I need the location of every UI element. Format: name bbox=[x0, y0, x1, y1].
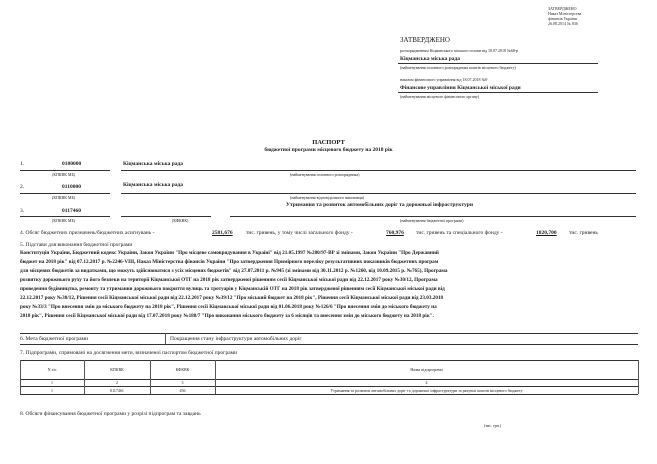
row-3-code-caption: (КПКВК МБ) bbox=[52, 218, 76, 223]
row-3-name: Утримання та розвиток автомобільних доріг та дорожньої інфраструктури bbox=[286, 202, 474, 208]
row-3-kfkvk-caption: (КФКВК) bbox=[172, 218, 189, 223]
section-5-heading: 5. Підстави для виконання бюджетної програми bbox=[20, 242, 133, 248]
section-4-prefix: 4. Обсяг бюджетних призначень/бюджетних асигнувань - bbox=[20, 230, 155, 236]
table-index-bottom-line bbox=[20, 386, 638, 387]
row-2-code: 0110000 bbox=[62, 184, 81, 190]
row-2-code-underline bbox=[20, 193, 110, 194]
page-subtitle: бюджетної програми місцевого бюджету на 2018 рік bbox=[264, 147, 393, 153]
table-row-kpkvk: 0117461 bbox=[110, 388, 124, 393]
corner-line-3: фінансів України bbox=[548, 16, 578, 21]
page-title: ПАСПОРТ bbox=[312, 139, 345, 146]
section-8-heading: 8. Обсяги фінансування бюджетної програми у розрізі підпрограм та завдань bbox=[20, 411, 201, 417]
approval-caption-2: (найменування місцевого фінансового органу) bbox=[400, 94, 480, 99]
section-6-bottom-line bbox=[20, 344, 638, 345]
row-1-code: 0100000 bbox=[62, 161, 82, 167]
table-row-kfkvk: 456 bbox=[179, 388, 186, 393]
section-6-divider bbox=[165, 333, 166, 344]
row-2-name-caption: (найменування відповідального виконавця) bbox=[290, 195, 364, 200]
row-3-name-underline bbox=[230, 216, 636, 217]
section-7-heading: 7. Підпрограми, спрямовані на досягнення мети, визначеної паспортом бюджетної програми bbox=[20, 350, 238, 356]
row-1-name: Кіцманська міська рада bbox=[123, 161, 184, 167]
row-3-kfkvk-underline bbox=[121, 216, 211, 217]
row-2-name: Кіцманська міська рада bbox=[123, 182, 184, 188]
approval-underline-1 bbox=[398, 63, 598, 64]
col-header-name: Назва підпрограми bbox=[410, 367, 443, 372]
table-row-name: Утримання та розвиток автомобільних доріг та дорожньої інфраструктури за рахунок коштів місцевого бюджету bbox=[330, 388, 523, 393]
approval-body-2: Фінансове управління Кіцманської міської ради bbox=[400, 85, 521, 91]
section-4-mid: тис. гривень, у тому числі загального фонду - bbox=[246, 230, 353, 236]
section-5-line-7: року №33/3 "Про внесення змін до міського бюджету на 2018 рік", Рішення сесії Кіцманської міської ради від 01.06.2018 року №126/6 "Про внесення змін до міського бюджету на bbox=[20, 304, 437, 310]
section-5-line-2: бюджет на 2018 рік" від 07.12.2017 р. №2246-VIII, Наказ Міністерства фінансів України "Про затвердження Примірного переліку результативних показників бюджетних програм bbox=[20, 259, 439, 265]
row-3-number: 3. bbox=[20, 208, 25, 214]
section-4-total: 2581,676 bbox=[212, 230, 233, 236]
table-bottom-line bbox=[20, 394, 638, 395]
approval-caption-1: (найменування головного розпорядника коштів місцевого бюджету) bbox=[400, 65, 516, 70]
corner-line-4: 26.08.2014 № 836 bbox=[548, 21, 578, 26]
section-6-label: 6. Мета бюджетної програми bbox=[20, 336, 88, 342]
row-3-name-caption: (найменування бюджетної програми) bbox=[400, 218, 464, 223]
section-4-suffix: тис. гривень bbox=[569, 230, 598, 236]
index-cell-3: 3 bbox=[181, 380, 184, 385]
approval-title: ЗАТВЕРДЖЕНО bbox=[400, 36, 450, 44]
table-row-number: 1 bbox=[51, 388, 53, 393]
row-3-code: 0117460 bbox=[62, 208, 81, 214]
section-4-mid2: тис. гривень та спеціального фонду - bbox=[416, 230, 503, 236]
section-4-general: 760,976 bbox=[386, 230, 404, 236]
row-3-code-underline bbox=[20, 216, 110, 217]
row-2-code-caption: (КПКВК МБ) bbox=[52, 195, 76, 200]
section-5-line-4: розвитку дорожнього руху та його безпеки на території Кіцманської ОТГ на 2018 рік затвердженої рішенням сесії Кіцманської міської ради від 22.12.2017 року №30/12, Програма bbox=[20, 277, 438, 283]
corner-line-2: Наказ Міністерства bbox=[548, 11, 582, 16]
approval-underline-2 bbox=[398, 92, 598, 93]
row-1-name-underline bbox=[121, 170, 636, 171]
index-cell-2: 2 bbox=[116, 380, 118, 385]
col-header-kpkvk: КПКВК bbox=[110, 367, 124, 372]
section-5-line-6: 22.12.2017 року №30/12, Рішення сесії Кіцманської міської ради від 22.12.2017 року №39/12 "Про міський бюджет на 2018 рік", Рішення сесії Кіцманської міської ради від 23.03.2018 bbox=[20, 295, 444, 301]
row-1-code-caption: (КПКВК МБ) bbox=[52, 172, 76, 177]
row-1-name-caption: (найменування головного розпорядника) bbox=[290, 172, 360, 177]
col-header-number: N з/п bbox=[47, 367, 57, 372]
row-2-name-underline bbox=[121, 193, 636, 194]
corner-line-1: ЗАТВЕРДЖЕНО bbox=[548, 6, 577, 11]
row-2-number: 2. bbox=[20, 184, 25, 190]
section-6-top-line bbox=[20, 333, 638, 334]
approval-body-1: Кіцманська міська рада bbox=[400, 56, 461, 62]
table-col-line-4 bbox=[638, 360, 639, 394]
section-5-line-1: Конституція України, Бюджетний кодекс України, Закон України "Про місцеве самоврядування в Україні" від 21.05.1997 №280/97-ВР зі змінами, Закон України "Про Державний bbox=[20, 250, 439, 256]
section-5-line-5: проведення будівництва, ремонту та утримання дорожнього покриття вулиць та тротуарів у Кіцманській ОТГ на 2018 рік затвердженої рішенням сесії Кіцманської міської ради від bbox=[20, 286, 445, 292]
row-1-code-underline bbox=[20, 170, 110, 171]
row-1-number: 1. bbox=[20, 161, 25, 167]
index-cell-4: 4 bbox=[425, 380, 428, 385]
section-6-value: Покращення стану інфраструктури автомобільних доріг bbox=[170, 336, 302, 342]
section-5-line-3: для місцевих бюджетів за видатками, що можуть здійснюватися з усіх місцевих бюджетів" від 27.07.2011 р. №945 (зі змінами від 30.11.2012 р. №1260, від 10.09.2015 р. №765), Програма bbox=[20, 268, 448, 274]
section-5-line-8: 2018 рік", Рішення сесії Кіцманської міської ради від 17.07.2018 року №188/7 "Про виконання міського бюджету за 6 місяців та внесення змін до міського бюджету на 2018 рік". bbox=[20, 313, 434, 319]
section-8-unit: (тис. грн.) bbox=[484, 423, 502, 428]
approval-line-1: розпорядженням Кіцманського міського голови від 18.07.2018 №68-р bbox=[400, 48, 519, 53]
col-header-kfkvk: КФКВК bbox=[175, 367, 190, 372]
approval-line-2: наказом фінансового управління від 18.07.2018 №9 bbox=[400, 77, 488, 82]
table-top-line bbox=[20, 360, 638, 361]
index-cell-1: 1 bbox=[51, 380, 53, 385]
section-4-special: 1820,700 bbox=[536, 230, 557, 236]
